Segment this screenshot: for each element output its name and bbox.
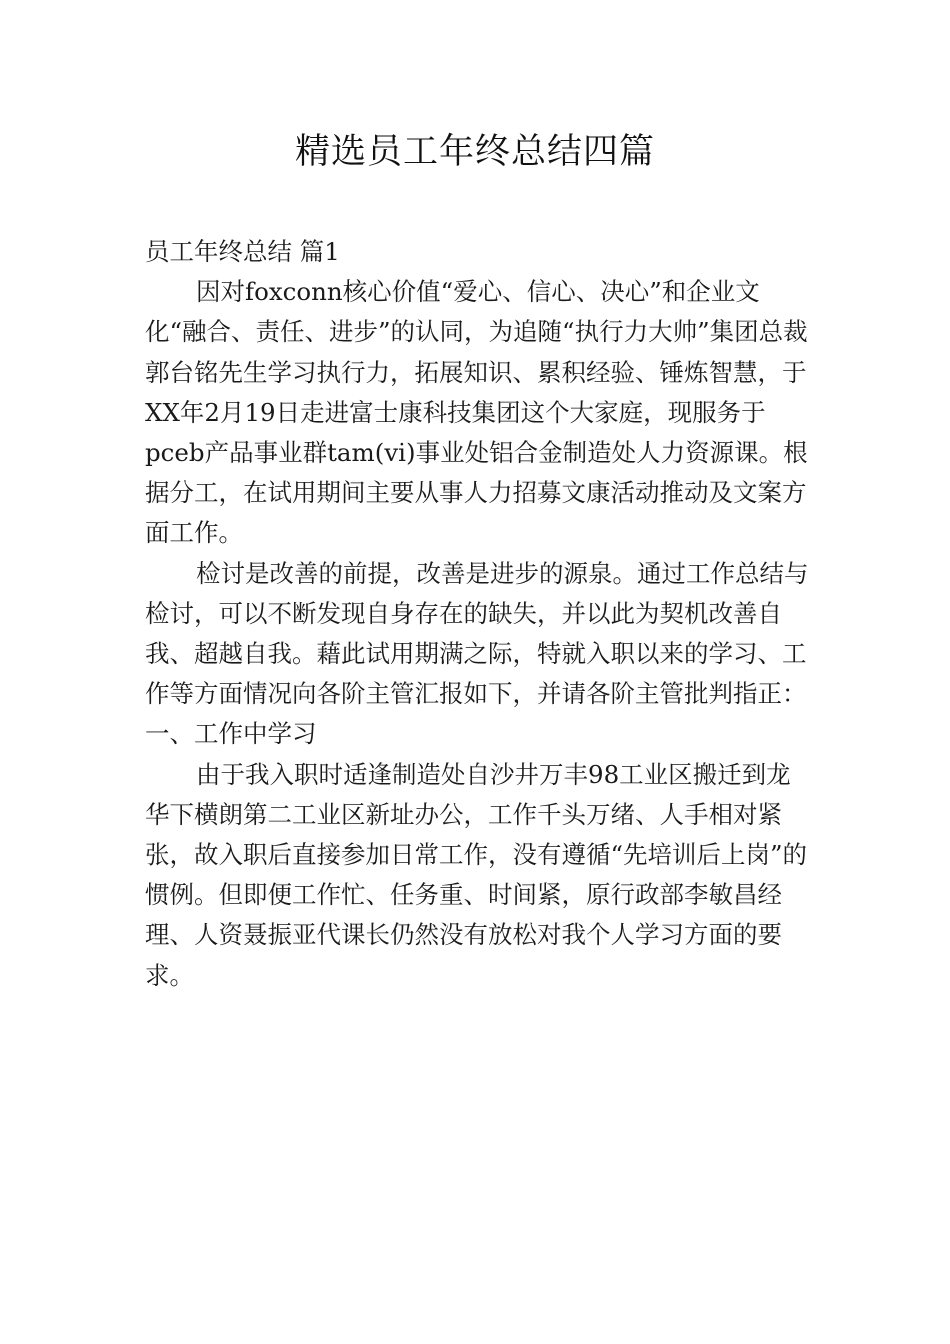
paragraph-learning: 由于我入职时适逢制造处自沙井万丰98工业区搬迁到龙华下横朗第二工业区新址办公，工作千头万绪、人手相对紧张，故入职后直接参加日常工作，没有遵循“先培训后上岗”的惯例。但即便工作忙、任务重、时间紧，原行政部李敏昌经理、人资聂振亚代课长仍然没有放松对我个人学习方面的要求。 <box>145 759 808 990</box>
paragraph-review: 检讨是改善的前提，改善是进步的源泉。通过工作总结与检讨，可以不断发现自身存在的缺失，并以此为契机改善自我、超越自我。藉此试用期满之际，特就入职以来的学习、工作等方面情况向各阶主管汇报如下，并请各阶主管批判指正： <box>145 558 809 709</box>
article-subheading: 员工年终总结 篇1 <box>145 237 340 266</box>
document-title: 精选员工年终总结四篇 <box>294 132 655 172</box>
section-heading: 一、工作中学习 <box>145 719 317 749</box>
paragraph-intro: 因对foxconn核心价值“爱心、信心、决心”和企业文化“融合、责任、进步”的认同，为追随“执行力大帅”集团总裁郭台铭先生学习执行力，拓展知识、累积经验、锤炼智慧，于XX年2月19日走进富士康科技集团这个大家庭，现服务于pceb产品事业群tam(vi)事业处铝合金制造处人力资源课。根据分工，在试用期间主要从事人力招募文康活动推动及文案方面工作。 <box>145 277 808 548</box>
document-body <box>145 232 809 996</box>
